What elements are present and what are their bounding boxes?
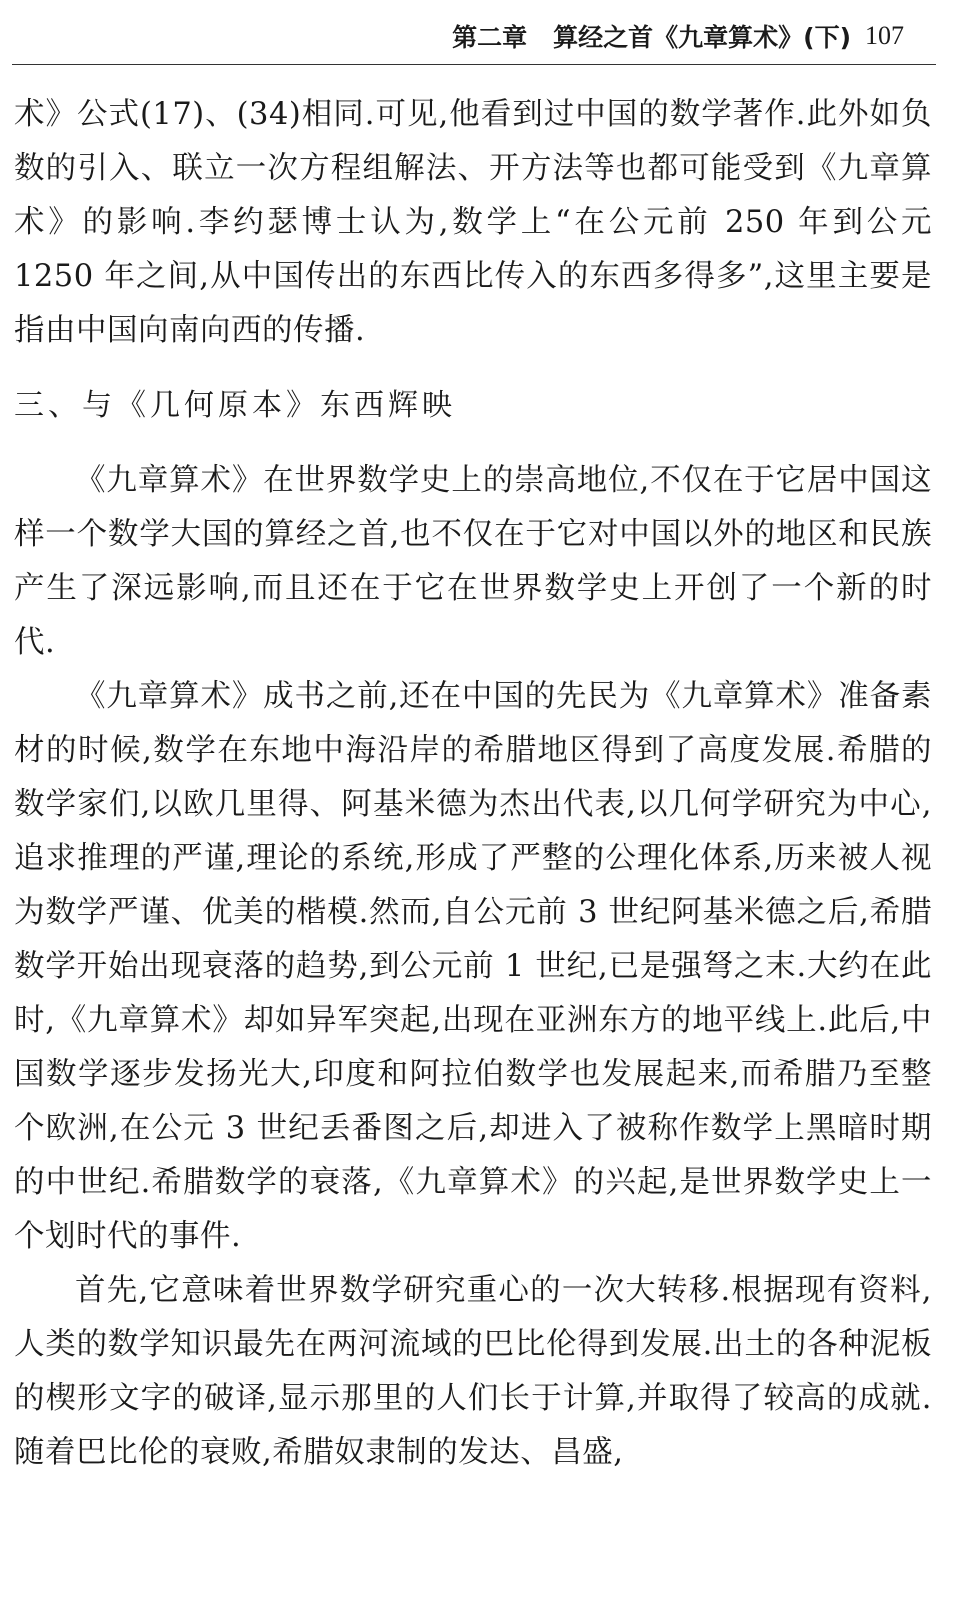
header-rule: [12, 64, 936, 65]
chapter-title: 算经之首《九章算术》(下): [553, 23, 851, 52]
paragraph: 《九章算术》在世界数学史上的崇高地位,不仅在于它居中国这样一个数学大国的算经之首,也不仅在于它对中国以外的地区和民族产生了深远影响,而且还在于它在世界数学史上开创了一个新的时代.: [14, 463, 932, 660]
paragraph: 首先,它意味着世界数学研究重心的一次大转移.根据现有资料,人类的数学知识最先在两河流域的巴比伦得到发展.出土的各种泥板的楔形文字的破译,显示那里的人们长于计算,并取得了较高的成就.随着巴比伦的衰败,希腊奴隶制的发达、昌盛,: [14, 1273, 932, 1470]
running-head: [452, 16, 904, 56]
page-number: 107: [865, 21, 904, 50]
section-heading: 三、与《几何原本》东西辉映: [14, 388, 456, 423]
paragraph: 《九章算术》成书之前,还在中国的先民为《九章算术》准备素材的时候,数学在东地中海沿岸的希腊地区得到了高度发展.希腊的数学家们,以欧几里得、阿基米德为杰出代表,以几何学研究为中心,追求推理的严谨,理论的系统,形成了严整的公理化体系,历来被人视为数学严谨、优美的楷模.然而,自公元前 3 世纪阿基米德之后,希腊数学开始出现衰落的趋势,到公元前 1 世纪,已是强弩之末.大约在此时,《九章算术》却如异军突起,出现在亚洲东方的地平线上.此后,中国数学逐步发扬光大,印度和阿拉伯数学也发展起来,而希腊乃至整个欧洲,在公元 3 世纪丢番图之后,却进入了被称作数学上黑暗时期的中世纪.希腊数学的衰落,《九章算术》的兴起,是世界数学史上一个划时代的事件.: [14, 679, 932, 1254]
page-body: [14, 88, 932, 1480]
chapter-label: 第二章: [452, 23, 528, 52]
paragraph-continued: 术》公式(17)、(34)相同.可见,他看到过中国的数学著作.此外如负数的引入、联立一次方程组解法、开方法等也都可能受到《九章算术》的影响.李约瑟博士认为,数学上“在公元前 250 年到公元 1250 年之间,从中国传出的东西比传入的东西多得多”,这里主要是指由中国向南向西的传播.: [14, 97, 932, 348]
